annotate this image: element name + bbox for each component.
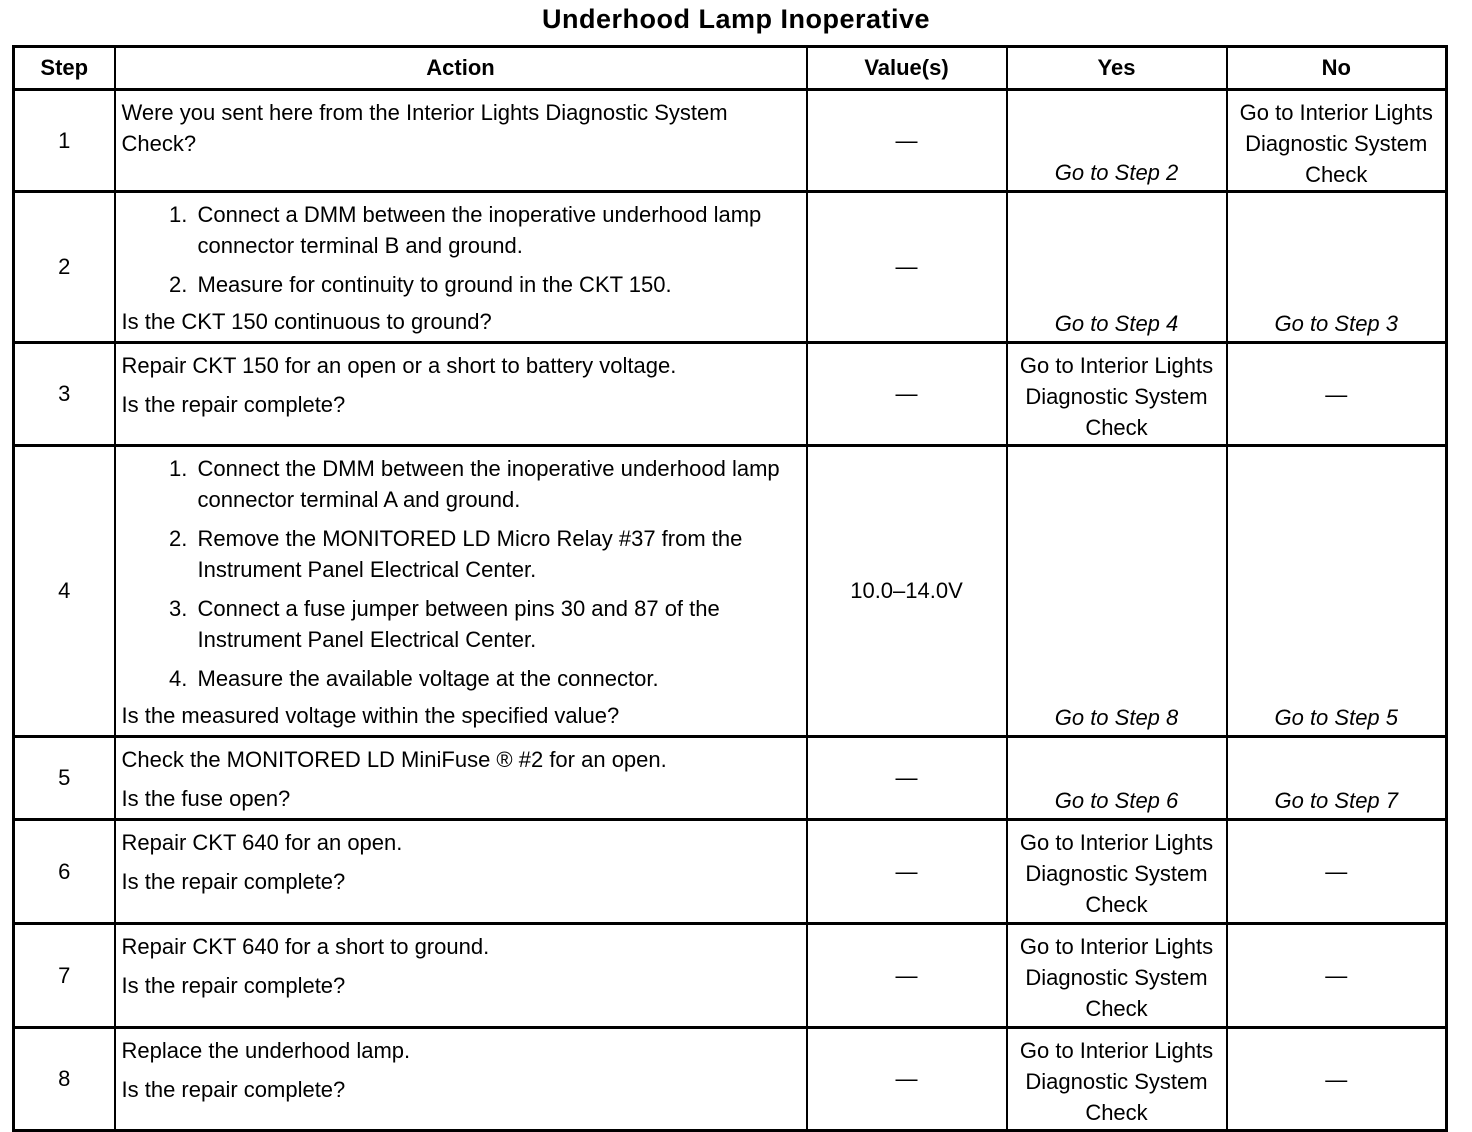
no-result: — [1227,924,1447,1028]
no-result: — [1227,343,1447,446]
value-cell: — [807,820,1007,924]
table-row [14,90,1447,192]
header-yes: Yes [1007,47,1227,90]
no-result: Go to Step 5 [1227,446,1447,737]
value-cell: — [807,192,1007,343]
value-cell: 10.0–14.0V [807,446,1007,737]
action-text: Check the MONITORED LD MiniFuse ® #2 for an open. [121,747,667,772]
action-step-item: 2. Measure for continuity to ground in the CKT 150. [194,269,796,300]
yes-result: Go to Step 6 [1007,737,1227,820]
no-result: Go to Step 3 [1227,192,1447,343]
no-result: — [1227,1028,1447,1131]
action-step-item: 1. Connect a DMM between the inoperative underhood lamp connector terminal B and ground. [194,199,796,261]
page-title: Underhood Lamp Inoperative [541,4,931,34]
header-no: No [1227,47,1447,90]
table-row [14,820,1447,924]
step-number: 5 [14,737,115,820]
value-cell: — [807,90,1007,192]
value-cell: — [807,343,1007,446]
table-row [14,924,1447,1028]
action-cell [115,192,807,343]
yes-result: Go to Step 8 [1007,446,1227,737]
action-question: Is the repair complete? [121,869,346,894]
action-step-item: 1. Connect the DMM between the inoperative underhood lamp connector terminal A and ground. [194,453,796,515]
action-text: Repair CKT 150 for an open or a short to battery voltage. [121,353,677,378]
action-question: Is the repair complete? [121,1077,346,1102]
value-cell: — [807,924,1007,1028]
action-step-item: 4. Measure the available voltage at the connector. [194,663,796,694]
action-steps-list [122,199,796,300]
header-action: Action [115,47,807,90]
step-number: 8 [14,1028,115,1131]
yes-result: Go to Interior Lights Diagnostic System Check [1007,924,1227,1028]
action-question: Is the measured voltage within the specified value? [121,703,620,728]
step-number: 4 [14,446,115,737]
table-row [14,446,1447,737]
no-result: Go to Interior Lights Diagnostic System Check [1227,90,1447,192]
yes-result: Go to Interior Lights Diagnostic System Check [1007,343,1227,446]
step-number: 2 [14,192,115,343]
action-cell [115,343,807,446]
table-row [14,737,1447,820]
table-row [14,343,1447,446]
yes-result: Go to Step 4 [1007,192,1227,343]
diagnostic-table [12,45,1448,1132]
step-number: 3 [14,343,115,446]
action-question: Is the repair complete? [121,973,346,998]
action-cell [115,924,807,1028]
action-text: Repair CKT 640 for a short to ground. [121,934,490,959]
table-body [14,90,1447,1131]
action-text: Repair CKT 640 for an open. [121,830,403,855]
action-step-item: 2. Remove the MONITORED LD Micro Relay #37 from the Instrument Panel Electrical Center. [194,523,796,585]
header-step: Step [14,47,115,90]
step-number: 6 [14,820,115,924]
action-cell [115,737,807,820]
action-cell [115,446,807,737]
no-result: Go to Step 7 [1227,737,1447,820]
action-cell [115,820,807,924]
value-cell: — [807,1028,1007,1131]
table-row [14,192,1447,343]
action-question: Is the fuse open? [121,786,291,811]
step-number: 1 [14,90,115,192]
action-question: Is the CKT 150 continuous to ground? [121,309,492,334]
yes-result: Go to Step 2 [1007,90,1227,192]
value-cell: — [807,737,1007,820]
no-result: — [1227,820,1447,924]
yes-result: Go to Interior Lights Diagnostic System Check [1007,820,1227,924]
action-steps-list [122,453,796,694]
yes-result: Go to Interior Lights Diagnostic System Check [1007,1028,1227,1131]
table-row [14,1028,1447,1131]
action-step-item: 3. Connect a fuse jumper between pins 30 and 87 of the Instrument Panel Electrical Center. [194,593,796,655]
action-question: Is the repair complete? [121,392,346,417]
step-number: 7 [14,924,115,1028]
action-text: Were you sent here from the Interior Lights Diagnostic System Check? [121,100,728,156]
table-header-row [14,47,1447,90]
action-cell [115,90,807,192]
header-values: Value(s) [807,47,1007,90]
action-text: Replace the underhood lamp. [121,1038,411,1063]
action-cell [115,1028,807,1131]
